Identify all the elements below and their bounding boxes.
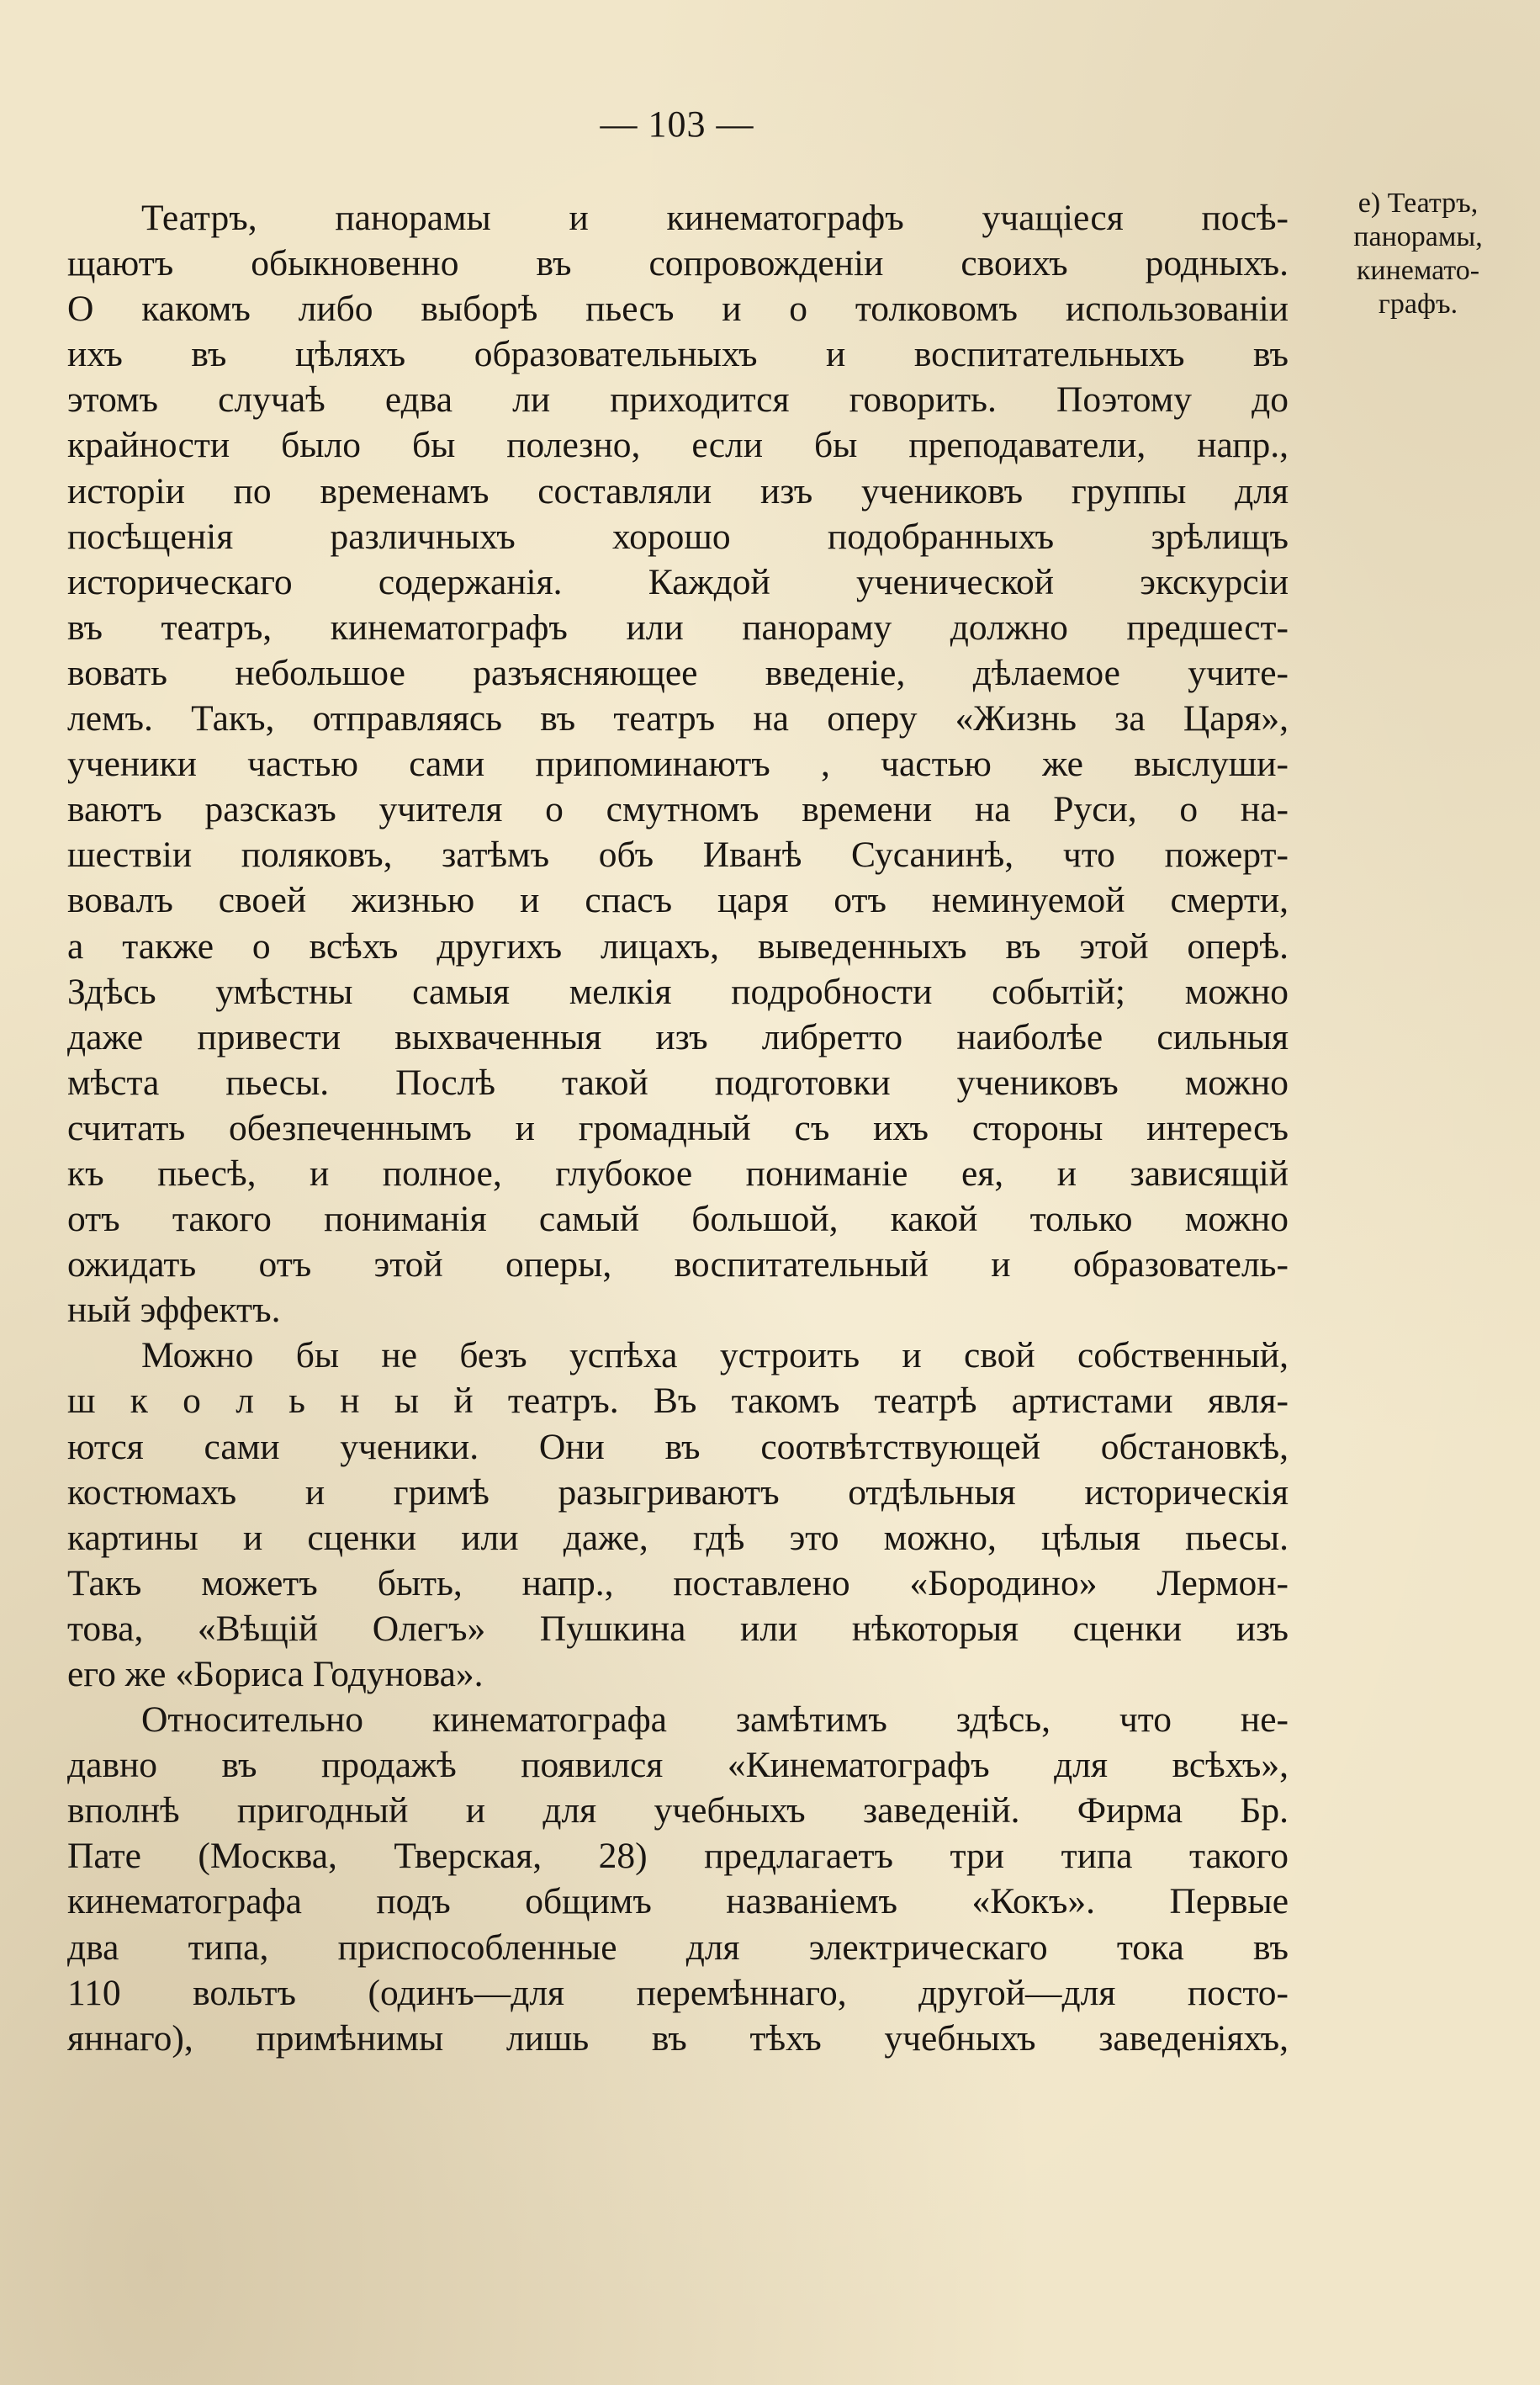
text-line: картины и сценки или даже, гдѣ это можно, цѣлыя пьесы. <box>67 1517 1289 1558</box>
margin-note-line: кинемато- <box>1356 255 1480 286</box>
text-line: щаютъ обыкновенно въ сопровожденіи своихъ родныхъ. <box>67 243 1289 284</box>
text-line: ихъ въ цѣляхъ образовательныхъ и воспитательныхъ въ <box>67 334 1289 375</box>
text-line: въ театръ, кинематографъ или панораму должно предшест- <box>67 607 1289 648</box>
text-line: шествіи поляковъ, затѣмъ объ Иванѣ Сусанинѣ, что пожерт- <box>67 835 1289 876</box>
text-line: а также о всѣхъ другихъ лицахъ, выведенныхъ въ этой оперѣ. <box>67 925 1289 967</box>
text-line: вовать небольшое разъясняющее введеніе, дѣлаемое учите- <box>67 652 1289 693</box>
page-number: — 103 — <box>600 103 754 145</box>
text-line: Относительно кинематографа замѣтимъ здѣсь, что не- <box>141 1699 1289 1741</box>
text-line: 110 вольтъ (одинъ—для перемѣннаго, другой—для посто- <box>67 1972 1289 2013</box>
text-line: ваютъ разсказъ учителя о смутномъ времени на Руси, о на- <box>67 789 1289 830</box>
text-line: ются сами ученики. Они въ соотвѣтствующей обстановкѣ, <box>67 1426 1289 1467</box>
text-line: даже привести выхваченныя изъ либретто наиболѣе сильныя <box>67 1016 1289 1057</box>
text-line: исторіи по временамъ составляли изъ учениковъ группы для <box>67 470 1289 511</box>
text-line: къ пьесѣ, и полное, глубокое пониманіе ея, и зависящій <box>67 1153 1289 1194</box>
paragraph <box>67 1333 1289 1697</box>
text-line: его же «Бориса Годунова». <box>67 1654 484 1694</box>
text-line: вполнѣ пригодный и для учебныхъ заведеній. Фирма Бр. <box>67 1790 1289 1831</box>
paragraph <box>67 195 1289 1333</box>
text-line: считать обезпеченнымъ и громадный съ ихъ стороны интересъ <box>67 1107 1289 1148</box>
main-text <box>67 195 1289 2061</box>
text-line: това, «Вѣщій Олегъ» Пушкина или нѣкоторыя сценки изъ <box>67 1608 1289 1649</box>
margin-note-line: графъ. <box>1378 289 1458 320</box>
text-line: кинематографа подъ общимъ названіемъ «Кокъ». Первые <box>67 1881 1289 1922</box>
text-line: О какомъ либо выборѣ пьесъ и о толковомъ использованіи <box>67 289 1289 330</box>
text-line: вовалъ своей жизнью и спасъ царя отъ неминуемой смерти, <box>67 880 1289 921</box>
text-line: лемъ. Такъ, отправляясь въ театръ на оперу «Жизнь за Царя», <box>67 698 1289 739</box>
text-line: крайности было бы полезно, если бы преподаватели, напр., <box>67 425 1289 466</box>
text-line: Такъ можетъ быть, напр., поставлено «Бородино» Лермон- <box>67 1562 1289 1603</box>
text-line: давно въ продажѣ появился «Кинематографъ для всѣхъ», <box>67 1745 1289 1786</box>
text-line: Театръ, панорамы и кинематографъ учащіеся посѣ- <box>141 198 1289 238</box>
margin-note-line: е) Театръ, <box>1357 188 1479 219</box>
text-line: ный эффектъ. <box>67 1290 281 1331</box>
text-line: костюмахъ и гримѣ разыгриваютъ отдѣльныя историческія <box>67 1471 1289 1513</box>
text-line: ученики частью сами припоминаютъ , частью же выслуши- <box>67 744 1289 785</box>
text-line: ожидать отъ этой оперы, воспитательный и образователь- <box>67 1244 1289 1285</box>
text-line: отъ такого пониманія самый большой, какой только можно <box>67 1199 1289 1240</box>
text-line: этомъ случаѣ едва ли приходится говорить. Поэтому до <box>67 379 1289 421</box>
text-line: мѣста пьесы. Послѣ такой подготовки учениковъ можно <box>67 1062 1289 1103</box>
margin-note <box>1309 187 1527 321</box>
text-line: ш к о л ь н ы й театръ. Въ такомъ театрѣ артистами явля- <box>67 1381 1289 1422</box>
margin-note-line: панорамы, <box>1353 221 1483 252</box>
paragraph <box>67 1697 1289 2061</box>
text-line: яннаго), примѣнимы лишь въ тѣхъ учебныхъ заведеніяхъ, <box>67 2017 1289 2059</box>
text-line: посѣщенія различныхъ хорошо подобранныхъ зрѣлищъ <box>67 516 1289 557</box>
text-line: два типа, приспособленные для электрическаго тока въ <box>67 1927 1289 1968</box>
text-line: Здѣсь умѣстны самыя мелкія подробности событій; можно <box>67 971 1289 1012</box>
text-line: Пате (Москва, Тверская, 28) предлагаетъ три типа такого <box>67 1836 1289 1877</box>
text-line: историческаго содержанія. Каждой ученической экскурсіи <box>67 561 1289 602</box>
text-line: Можно бы не безъ успѣха устроить и свой собственный, <box>141 1335 1289 1376</box>
